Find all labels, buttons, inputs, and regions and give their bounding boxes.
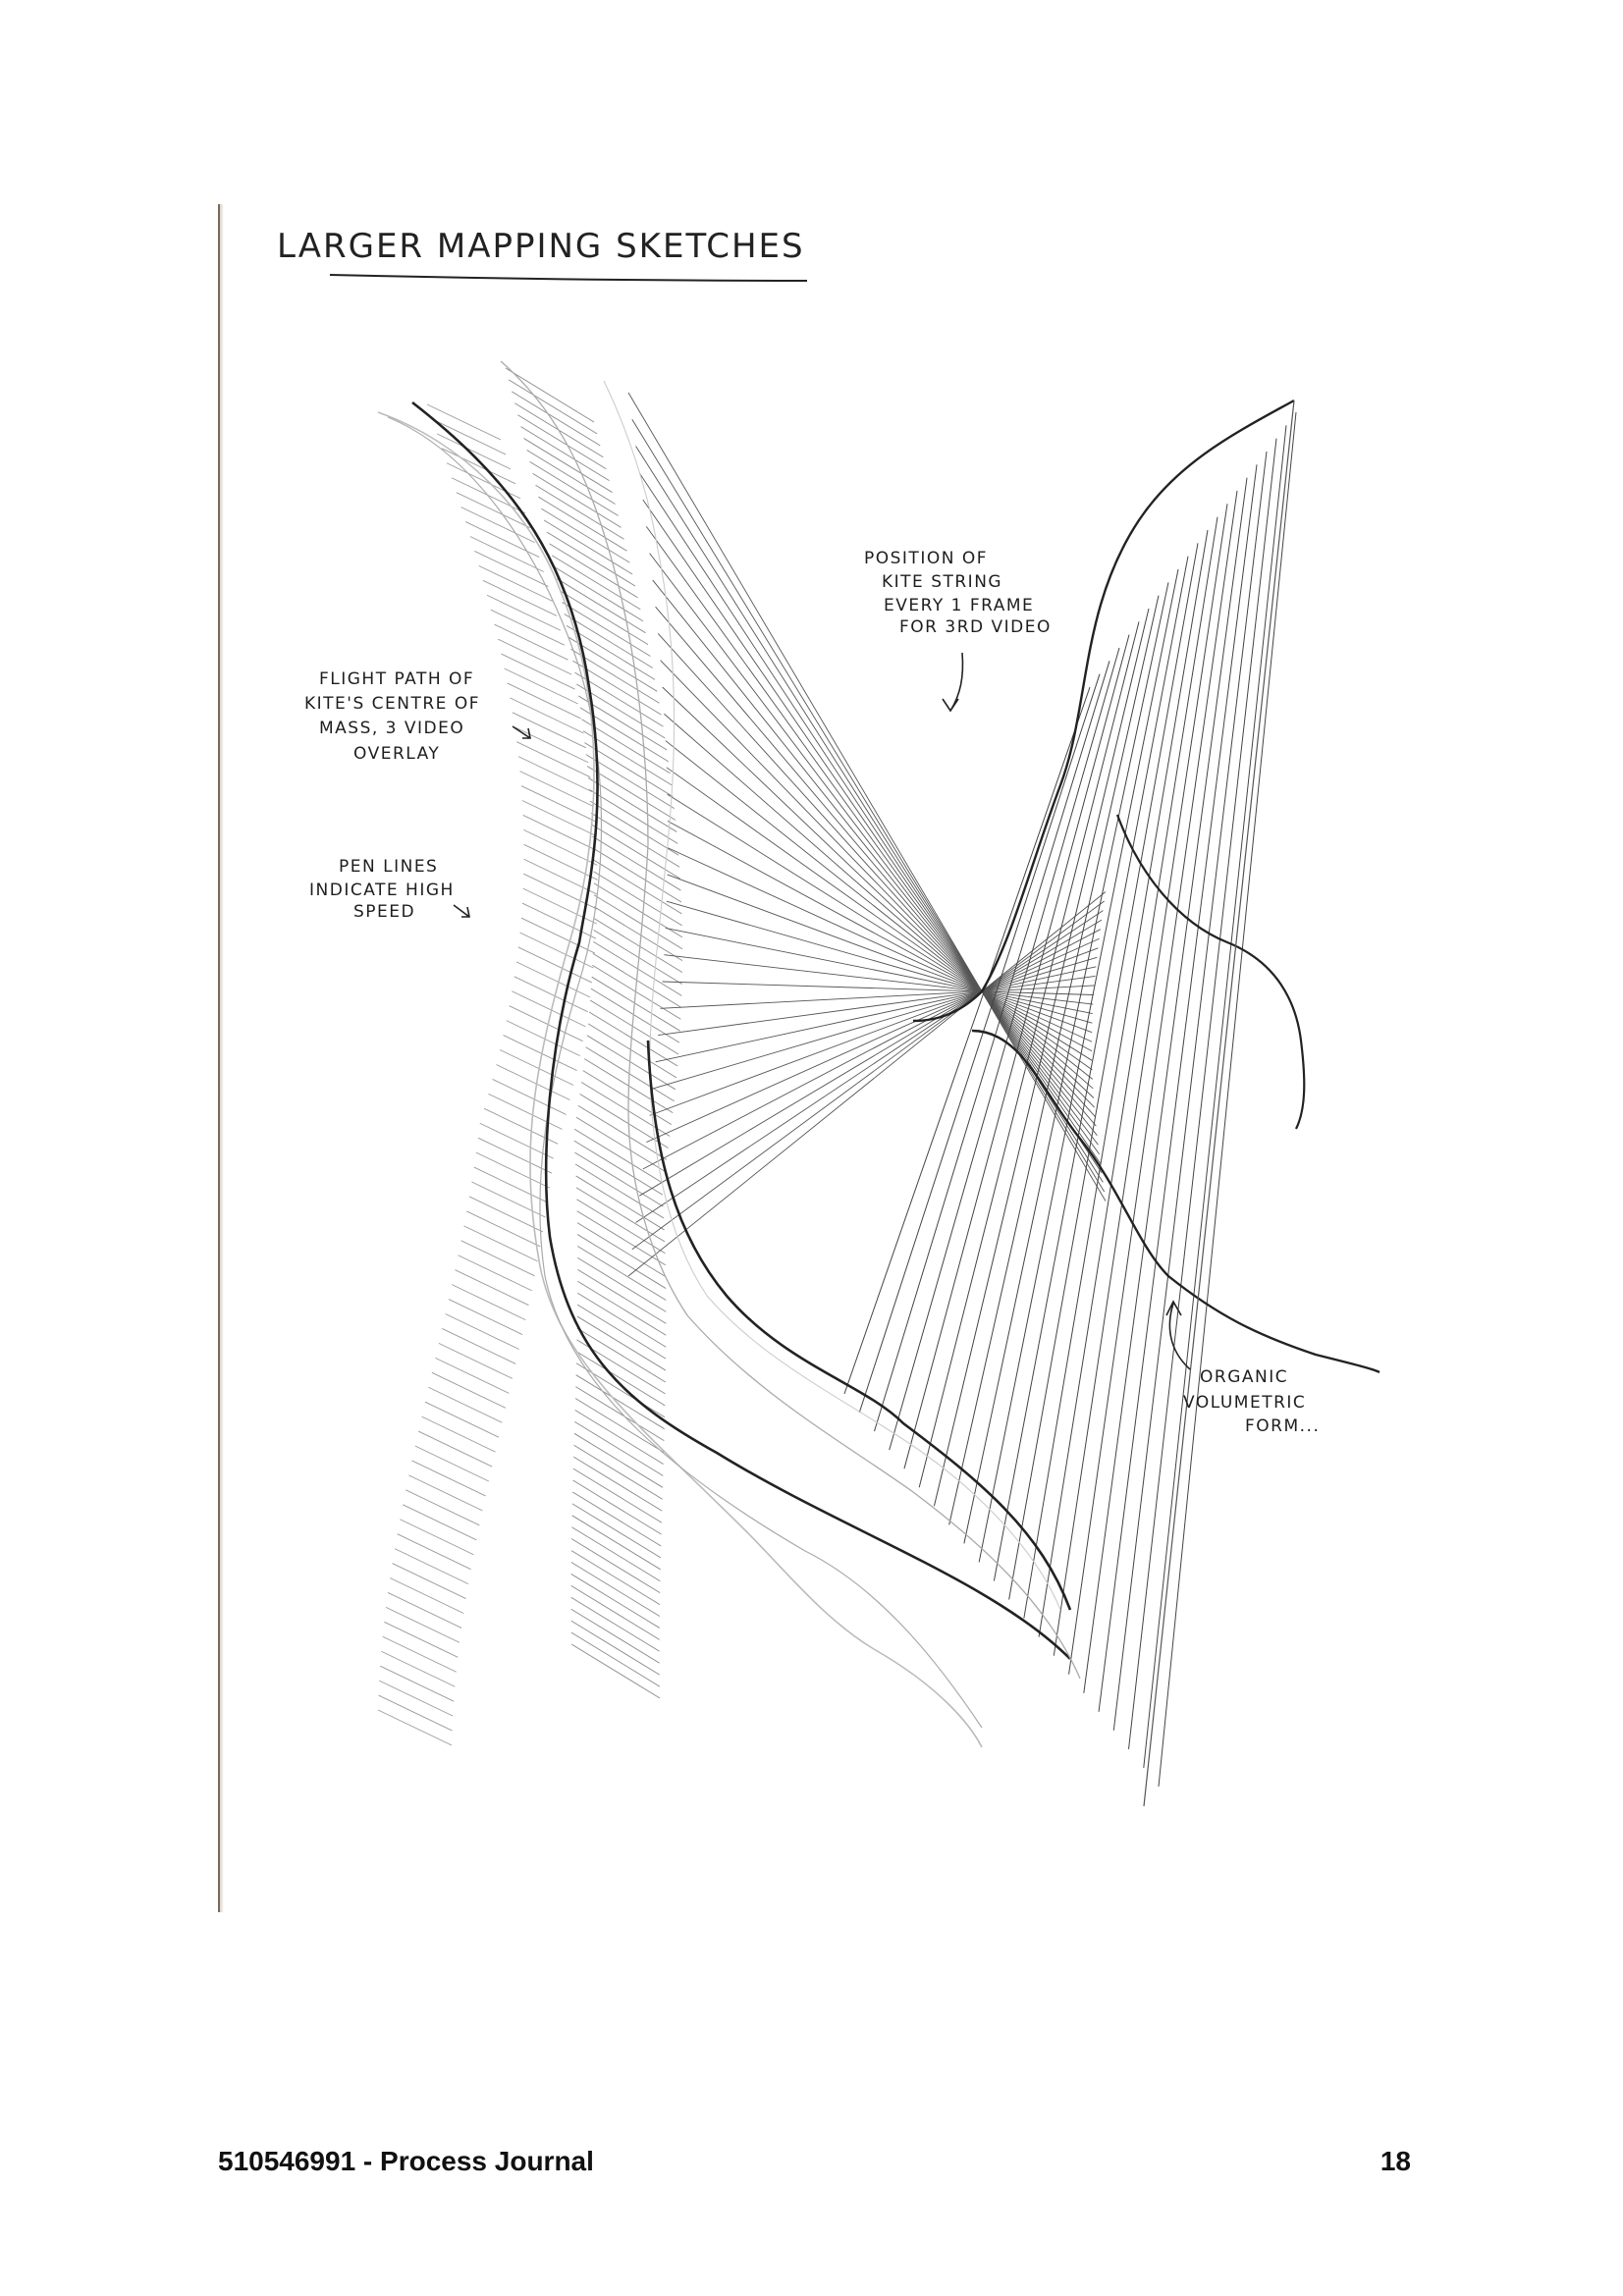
hatch-stroke [573,1468,662,1522]
hatch-stroke [378,1710,452,1745]
volumetric-line [964,582,1168,1543]
footer-journal-label: 510546991 - Process Journal [218,2146,594,2176]
hatch-stroke [523,829,597,865]
volumetric-line [890,648,1119,1450]
hatch-stroke [474,1167,548,1202]
hatch-stroke [435,1358,509,1393]
annotation-flight-path [304,669,530,764]
annotation-organic-form-line-1: ORGANIC [1200,1367,1289,1387]
hatch-stroke [577,1269,666,1323]
hatch-stroke [575,1387,664,1441]
hatch-stroke [459,1255,532,1291]
hatch-stroke [571,1632,660,1686]
hatch-stroke [586,755,675,809]
hatch-stroke [574,1152,663,1206]
hatch-stroke [520,427,609,481]
hatch-stroke [555,567,643,621]
hatch-stroke [476,1152,550,1188]
hatch-stroke [594,930,682,984]
hatch-stroke [432,1372,506,1408]
hatch-stroke [461,1241,535,1276]
hatch-stroke [544,520,632,574]
hatch-stroke [527,450,616,504]
hatch-stroke [577,1235,666,1289]
annotation-kite-string-line-4: FOR 3RD VIDEO [899,617,1052,637]
hatch-stroke [403,1505,476,1540]
kite-string-line [636,911,1104,1223]
hatch-stroke [593,860,681,914]
hatch-stroke [594,907,682,961]
hatch-stroke [571,1597,660,1651]
hatch-stroke [425,1402,499,1437]
hatch-stroke [455,1270,528,1306]
annotation-pen-lines-line-2: INDICATE HIGH [309,881,455,900]
hatch-stroke [524,844,598,880]
hatch-stroke [523,815,597,850]
hatch-stroke [521,786,595,822]
annotation-flight-path-line-3: MASS, 3 VIDEO [319,719,465,738]
hatch-stroke [576,1352,665,1406]
hatch-stroke [574,1433,663,1487]
hatch-stroke [412,1461,486,1496]
hatch-stroke [514,977,588,1012]
annotation-pen-lines-arrow [454,905,469,917]
annotation-flight-path-arrow [513,726,530,738]
hatch-stroke [495,624,568,660]
volumetric-line [1113,452,1267,1731]
hatch-stroke [571,1621,660,1675]
hatch-stroke [464,1226,538,1261]
hatch-stroke [519,933,593,968]
organic-form-outline-bottom [972,1031,1380,1372]
hatch-stroke [418,1431,492,1467]
hatch-stroke [577,1316,666,1370]
hatch-stroke [512,392,600,446]
annotation-kite-string-line-3: EVERY 1 FRAME [884,596,1035,615]
hatch-stroke [574,1421,663,1475]
hatch-stroke [379,1681,453,1716]
hatch-stroke [571,1551,660,1605]
hatch-stroke [577,1305,666,1359]
hatch-stroke [513,713,586,748]
kite-string-line [661,661,1095,1107]
volumetric-line [1069,491,1237,1675]
hatch-stroke [496,1064,569,1099]
hatch-stroke [533,473,622,527]
kite-string-line [667,768,1093,1070]
volumetric-line [949,596,1159,1525]
hatch-stroke [577,1246,666,1300]
kite-string-line [666,741,1093,1080]
hatch-stroke [510,698,583,733]
kite-string-line [643,930,1101,1169]
hatch-stroke [571,1527,660,1581]
volumetric-line [934,609,1149,1506]
hatch-stroke [520,772,594,807]
hatch-stroke [577,1328,666,1382]
hatch-stroke [594,895,682,949]
volumetric-line [874,661,1109,1431]
hatch-stroke [493,1079,567,1114]
title-underline [330,275,807,281]
hatch-stroke [478,1138,552,1173]
annotation-flight-path-line-2: KITE'S CENTRE OF [304,694,480,714]
hatch-stroke [577,1281,666,1335]
hatch-stroke [505,668,578,704]
organic-form-edge [1144,400,1294,1806]
volumetric-line [1144,425,1289,1768]
hatch-stroke [541,508,629,562]
kite-string-line [628,892,1106,1277]
hatch-stroke [576,1363,665,1417]
hatch-stroke [572,1516,661,1570]
footer-page-number: 18 [1380,2146,1411,2176]
hatch-stroke [439,1343,513,1378]
hatch-stroke [506,368,594,422]
hatch-stroke [536,485,624,539]
annotation-pen-lines-line-1: PEN LINES [339,857,439,877]
hatch-stroke [449,1300,522,1335]
hatch-stroke [501,654,574,689]
hatch-stroke [592,965,680,1019]
hatch-stroke [498,639,571,674]
hatch-stroke [442,1328,515,1363]
annotation-organic-form-line-3: FORM... [1245,1416,1321,1436]
annotation-kite-string-line-1: POSITION OF [864,549,988,568]
volumetric-line [1099,464,1257,1711]
hatch-stroke [471,1182,545,1217]
hatch-stroke [577,1223,666,1277]
hatch-stroke [571,1644,660,1698]
hatch-stroke [383,1636,457,1672]
kite-string-line [628,393,1106,1201]
hatch-stroke [398,1534,471,1570]
hatch-stroke [573,1480,662,1534]
hatch-stroke [577,1293,666,1347]
hatch-stroke [428,1387,502,1422]
hatch-stroke [516,742,590,777]
annotation-kite-string-arrow [943,653,963,711]
kite-string-line [632,419,1105,1192]
kite-string-line [656,607,1097,1126]
volumetric-line [1084,478,1247,1693]
hatch-stroke [466,1211,540,1247]
hatch-stroke [388,1592,461,1628]
hatch-stroke [379,1695,453,1731]
hatch-stroke [518,757,592,792]
hatch-stroke [576,1188,665,1242]
annotation-kite-string [864,549,1052,711]
hatch-stroke [538,497,626,551]
volumetric-line [1159,412,1296,1787]
annotation-organic-form [1166,1302,1320,1436]
hatch-stroke [446,1314,519,1350]
hatch-stroke [406,1490,479,1525]
hatch-stroke [516,962,590,997]
hatch-stroke [530,461,619,515]
hatch-stroke [393,1564,466,1599]
hatch-stroke [573,1457,662,1511]
hatch-stroke [571,1563,660,1617]
hatch-stroke [594,872,682,926]
hatch-stroke [415,1446,489,1481]
hatch-stroke [522,800,596,835]
annotation-kite-string-line-2: KITE STRING [882,572,1003,592]
hatch-stroke [576,1176,665,1230]
hatch-stroke [589,789,677,843]
annotation-pen-lines [309,857,469,922]
hatch-stroke [380,1666,454,1701]
hatch-stroke [571,1585,660,1639]
volumetric-line [1129,439,1276,1749]
hatch-stroke [571,1539,660,1593]
hatch-stroke [572,1504,661,1558]
volumetric-line [844,687,1090,1394]
volumetric-line [994,557,1188,1581]
kite-string-line [663,982,1094,995]
hatch-stroke [517,415,606,469]
hatch-stroke [514,727,588,763]
kite-string-line [650,948,1099,1116]
hatch-stroke [575,1164,664,1218]
flight-path-main-right [648,1041,1070,1610]
annotation-organic-form-arrow [1166,1302,1190,1369]
hatch-stroke [488,1094,562,1129]
hatch-stroke [572,1492,661,1546]
hatch-stroke [381,1651,455,1686]
sketch-title: LARGER MAPPING SKETCHES [277,227,805,266]
hatch-stroke [574,1445,663,1499]
annotation-organic-form-line-2: VOLUMETRIC [1183,1393,1307,1413]
hatch-stroke [574,1129,663,1183]
hatch-stroke [509,380,597,434]
kite-string-line [668,821,1092,1050]
hatch-stroke [562,603,650,657]
hatch-stroke [571,1574,660,1628]
hatch-stroke [400,1520,473,1555]
hatch-stroke [384,1622,458,1657]
hatch-stroke [386,1607,460,1642]
annotation-flight-path-line-4: OVERLAY [353,744,441,764]
flight-path-outer-right [501,361,1080,1679]
hatch-stroke [422,1416,496,1452]
annotation-pen-lines-line-3: SPEED [353,902,416,922]
speed-hatching-left [378,404,598,1745]
hatch-stroke [408,1475,482,1511]
hatch-stroke [395,1549,468,1584]
hatch-stroke [508,683,581,719]
hatch-stroke [390,1578,463,1614]
kite-string-line [664,714,1093,1089]
hatch-stroke [571,1609,660,1663]
kite-string-lines [628,393,1106,1276]
hatch-stroke [590,801,678,855]
hatch-stroke [577,1257,666,1311]
hatch-stroke [452,1285,525,1320]
annotation-flight-path-line-1: FLIGHT PATH OF [319,669,475,689]
